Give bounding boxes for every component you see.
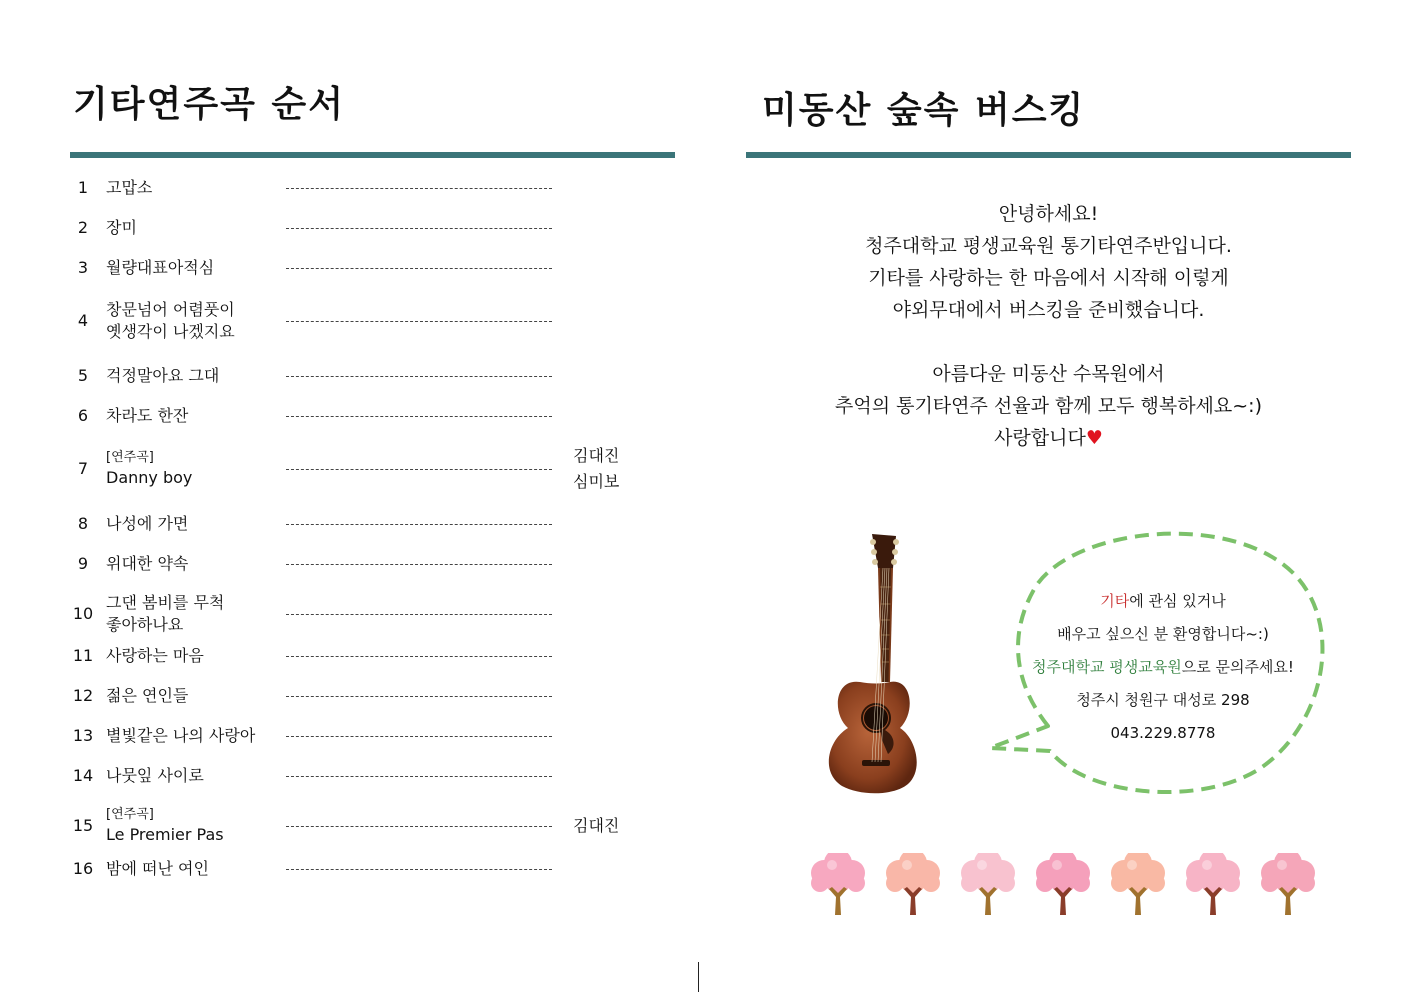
dotted-leader — [286, 776, 552, 777]
program-item — [70, 803, 675, 849]
program-item — [70, 443, 675, 495]
song-title — [106, 685, 188, 707]
program-item — [70, 763, 675, 789]
song-title-line: 나성에 가면 — [106, 514, 189, 533]
program-item — [70, 591, 675, 637]
song-title-line: 장미 — [106, 218, 137, 237]
song-title-line: 밤에 떠난 여인 — [106, 859, 209, 878]
tree-icon — [1261, 853, 1315, 915]
performer-name: 김대진 — [573, 446, 620, 465]
song-title — [106, 725, 255, 747]
program-number: 13 — [72, 726, 94, 745]
trees-decoration — [808, 853, 1318, 923]
program-number: 3 — [77, 258, 89, 277]
bubble-text — [1005, 585, 1321, 750]
tree-icon — [961, 853, 1015, 915]
program-number: 6 — [77, 406, 89, 425]
program-number: 15 — [72, 816, 94, 835]
bubble-line: 배우고 싶으신 분 환영합니다~:) — [1057, 625, 1269, 643]
program-number: 16 — [72, 859, 94, 878]
song-title — [106, 177, 152, 199]
program-item — [70, 551, 675, 577]
dotted-leader — [286, 469, 552, 470]
song-title-line: 옛생각이 나겠지요 — [106, 322, 235, 341]
program-number: 8 — [77, 514, 89, 533]
bubble-phone: 043.229.8778 — [1110, 724, 1216, 742]
program-item — [70, 643, 675, 669]
song-title — [106, 645, 204, 667]
song-title-line: 좋아하나요 — [106, 615, 184, 634]
song-title-line: 젊은 연인들 — [106, 686, 189, 705]
song-title-line: Danny boy — [106, 468, 193, 488]
title-rule — [70, 152, 675, 158]
program-number: 7 — [77, 459, 89, 478]
program-number: 4 — [77, 311, 89, 330]
program-item — [70, 856, 675, 882]
program-item — [70, 175, 675, 201]
bubble-line-rest: 으로 문의주세요! — [1181, 658, 1294, 676]
program-item — [70, 215, 675, 241]
program-item — [70, 255, 675, 281]
song-title-line: 차라도 한잔 — [106, 406, 189, 425]
song-title-line: 사랑하는 마음 — [106, 646, 204, 665]
performer-name: 김대진 — [573, 816, 620, 835]
song-title — [106, 299, 235, 343]
tree-icon — [1186, 853, 1240, 915]
program-number: 1 — [77, 178, 89, 197]
program-item — [70, 683, 675, 709]
performer-name: 심미보 — [573, 472, 620, 491]
song-title-line: 창문넘어 어렴풋이 — [106, 300, 235, 319]
dotted-leader — [286, 321, 552, 322]
song-tag: [연주곡] — [106, 450, 154, 466]
song-title — [106, 365, 219, 387]
greeting-message — [746, 198, 1351, 454]
tree-icon — [1036, 853, 1090, 915]
tree-icon — [811, 853, 865, 915]
song-title — [106, 513, 188, 535]
bubble-line — [1005, 651, 1321, 684]
song-title-line: 그댄 봄비를 무척 — [106, 593, 225, 612]
greeting-line: 추억의 통기타연주 선율과 함께 모두 행복하세요~:) — [834, 395, 1262, 417]
song-title — [106, 553, 188, 575]
song-title-line: 별빛같은 나의 사랑아 — [106, 726, 256, 745]
dotted-leader — [286, 524, 552, 525]
bubble-address: 청주시 청원구 대성로 298 — [1076, 691, 1250, 709]
greeting-line: 기타를 사랑하는 한 마음에서 시작해 이렇게 — [868, 267, 1229, 289]
song-title-line: 나뭇잎 사이로 — [106, 766, 204, 785]
dotted-leader — [286, 656, 552, 657]
greeting-line: 야외무대에서 버스킹을 준비했습니다. — [892, 299, 1205, 321]
bubble-line-rest: 에 관심 있거나 — [1129, 592, 1226, 610]
greeting-line: 안녕하세요! — [998, 203, 1099, 225]
right-page — [746, 80, 1351, 449]
heart-icon: ♥ — [1085, 427, 1103, 449]
program-item — [70, 723, 675, 749]
song-title-line: 걱정말아요 그대 — [106, 366, 220, 385]
greeting-line — [746, 422, 1351, 454]
program-number: 5 — [77, 366, 89, 385]
bubble-highlight: 청주대학교 평생교육원 — [1032, 658, 1182, 676]
dotted-leader — [286, 696, 552, 697]
dotted-leader — [286, 826, 552, 827]
song-title — [106, 806, 224, 846]
performers — [573, 443, 619, 495]
song-title — [106, 858, 209, 880]
program-item — [70, 295, 675, 347]
title-rule — [746, 152, 1351, 158]
dotted-leader — [286, 228, 552, 229]
dotted-leader — [286, 416, 552, 417]
dotted-leader — [286, 376, 552, 377]
dotted-leader — [286, 614, 552, 615]
dotted-leader — [286, 188, 552, 189]
program-item — [70, 363, 675, 389]
song-tag: [연주곡] — [106, 807, 154, 823]
greeting-line: 아름다운 미동산 수목원에서 — [932, 363, 1165, 385]
song-title-line: Le Premier Pas — [106, 825, 224, 845]
greeting-line: 청주대학교 평생교육원 통기타연주반입니다. — [865, 235, 1232, 257]
song-title — [106, 449, 192, 489]
dotted-leader — [286, 268, 552, 269]
song-title — [106, 765, 204, 787]
program-number: 2 — [77, 218, 89, 237]
bubble-line — [1005, 585, 1321, 618]
dotted-leader — [286, 736, 552, 737]
dotted-leader — [286, 869, 552, 870]
song-title-line: 월량대표아적심 — [106, 258, 215, 277]
song-title — [106, 405, 188, 427]
page-divider — [698, 962, 699, 992]
guitar-icon — [820, 532, 920, 794]
program-number: 14 — [72, 766, 94, 785]
program-title: 기타연주곡 순서 — [73, 84, 345, 125]
program-item — [70, 403, 675, 429]
tree-icon — [1111, 853, 1165, 915]
song-title — [106, 592, 224, 636]
song-title — [106, 217, 137, 239]
program-item — [70, 511, 675, 537]
program-number: 9 — [77, 554, 89, 573]
song-title-line: 고맙소 — [106, 178, 153, 197]
left-page — [70, 80, 675, 878]
performers — [573, 813, 619, 839]
program-number: 12 — [72, 686, 94, 705]
greeting-love: 사랑합니다 — [994, 427, 1086, 449]
program-number: 11 — [72, 646, 94, 665]
song-title — [106, 257, 214, 279]
event-title: 미동산 숲속 버스킹 — [762, 90, 1086, 131]
song-title-line: 위대한 약속 — [106, 554, 189, 573]
bubble-highlight: 기타 — [1100, 592, 1130, 610]
program-number: 10 — [72, 604, 94, 623]
tree-icon — [886, 853, 940, 915]
dotted-leader — [286, 564, 552, 565]
